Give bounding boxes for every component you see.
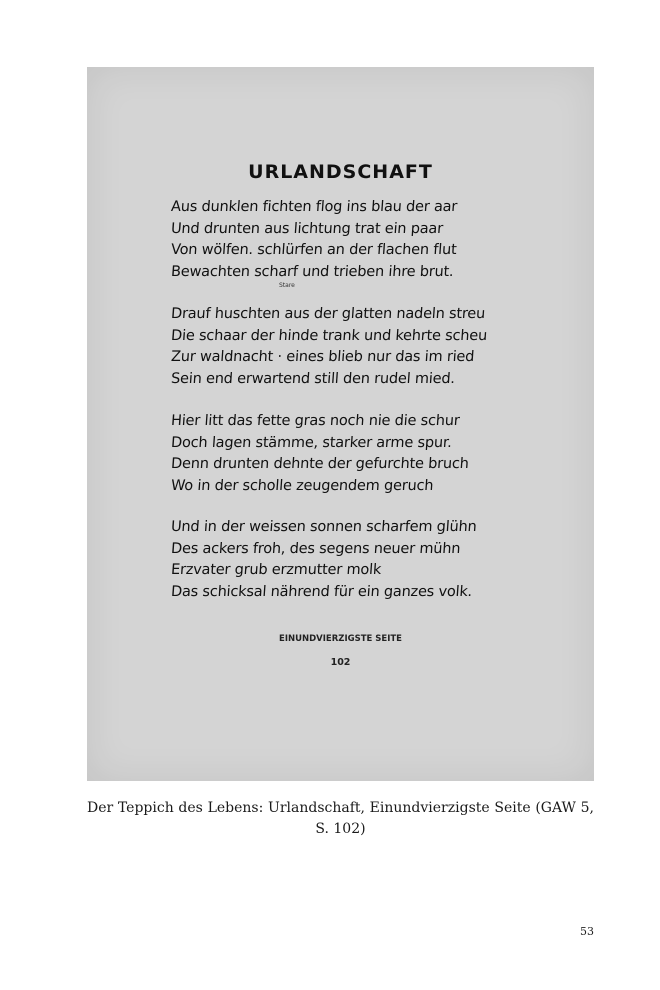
poem-line: Von wölfen. schlürfen an der flachen flut <box>170 242 458 258</box>
stanza-2 <box>171 304 531 390</box>
plate-page-number: 102 <box>330 657 351 668</box>
poem-line: Und in der weissen sonnen scharfem glühn <box>170 519 478 535</box>
margin-correction: Stare <box>279 282 295 289</box>
poem-line: Und drunten aus lichtung trat ein paar <box>170 220 444 237</box>
poem-line: Doch lagen stämme, starker arme spur. <box>170 434 453 451</box>
poem-line: Denn drunten dehnte der gefurchte bruch <box>170 456 470 472</box>
poem-line: Die schaar der hinde trank und kehrte scheu <box>170 327 488 344</box>
poem-line: Wo in der scholle zeugendem geruch <box>170 477 434 494</box>
poem-title: URLANDSCHAFT <box>248 161 433 183</box>
poem-line: Hier litt das fette gras noch nie die schur <box>170 413 461 429</box>
facsimile-plate <box>87 67 594 781</box>
poem-line: Des ackers froh, des segens neuer mühn <box>170 540 461 557</box>
stanza-1 <box>171 197 531 283</box>
poem-line: Sein end erwartend still den rudel mied. <box>170 370 456 387</box>
poem-line: Aus dunklen fichten flog ins blau der aar <box>170 199 458 215</box>
poem-line: Bewachten scharf und trieben ihre brut. <box>170 263 455 280</box>
poem-line: Erzvater grub erzmutter molk <box>170 562 382 578</box>
poem-line: Zur waldnacht · eines blieb nur das im ried <box>170 349 475 365</box>
poem-line: Das schicksal nährend für ein ganzes volk. <box>170 583 473 600</box>
figure-caption: Der Teppich des Lebens: Urlandschaft, Einundvierzigste Seite (GAW 5, S. 102) <box>87 800 594 837</box>
page-number: 53 <box>580 925 594 938</box>
poem-line: Drauf huschten aus der glatten nadeln streu <box>170 306 486 322</box>
plate-page-heading: EINUNDVIERZIGSTE SEITE <box>279 634 402 644</box>
stanza-3 <box>171 411 531 497</box>
stanza-4 <box>171 517 531 603</box>
